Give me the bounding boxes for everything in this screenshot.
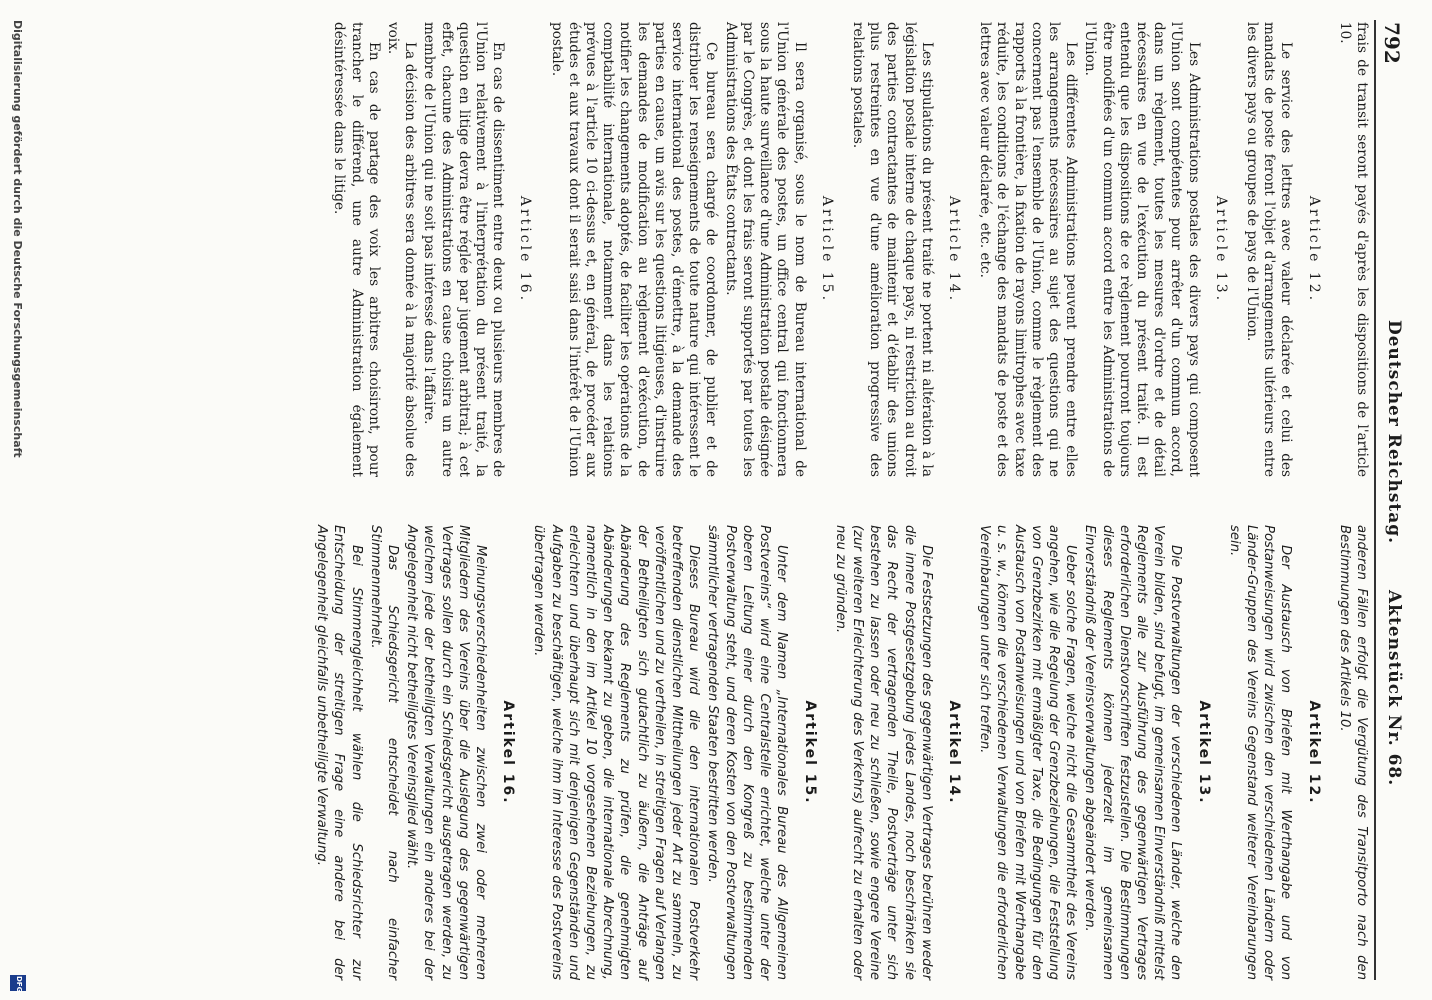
french-article-12-heading: Article 12. (1305, 195, 1322, 304)
german-article-12-heading: Artikel 12. (1305, 700, 1322, 805)
german-article-15-text: Unter dem Namen „Internationales Bureau des Allgemeinen Postvereins“ wird eine Centralstelle errichtet, welche unter der oberen Leitung einer durch den Kongreß zu bestimmenden Postverwaltung steht, und deren Kosten von den Postverwaltungen sämmtlicher vertragenden Staaten bestritten werden. (705, 525, 790, 980)
french-article-13-text: Les Administrations postales des divers pays qui composent l'Union sont compétentes pour arrêter d'un commun accord, dans un règlement, toutes les mesures d'ordre et de détail nécessaires en vue de l'exécution du présent traité. Il est entendu que les dispositions de ce règlement pourront toujours être modifiées d'un commun accord entre les Administrations de l'Union. (1082, 22, 1202, 477)
german-article-13-text: Die Postverwaltungen der verschiedenen Länder, welche den Verein bilden, sind befugt, im gemeinsamen Einverständniß mittelst Reglements alle zur Ausführung des gegenwärtigen Vertrages erforderlichen Dienstvorschriften festzustellen. Die Bestimmungen dieses Reglements können jederzeit im gemeinsamen Einverständniß der Vereinsverwaltungen abgeändert werden. (1082, 525, 1184, 980)
dfg-credit: Digitalisierung gefördert durch die Deutsche Forschungsgemeinschaft (11, 20, 24, 458)
german-article-14-heading: Artikel 14. (945, 700, 962, 805)
french-column (328, 22, 1370, 477)
header-title: Deutscher Reichstag. (1384, 320, 1404, 545)
german-article-16-text-3: Bei Stimmengleichheit wählen die Schiedsrichter zur Entscheidung der streitigen Frage eine andere bei der Angelegenheit gleichfalls unbetheiligte Verwaltung. (314, 525, 364, 980)
french-article-15-text: Il sera organisé, sous le nom de Bureau international de l'Union générale des postes, un office central qui fonctionnera sous la haute surveillance d'une Administration postale désignée par le Congrès, et dont les frais seront supportés par toutes les Administrations des États contractants. (722, 22, 808, 477)
french-article-14-heading: Article 14. (945, 195, 962, 304)
german-column (311, 525, 1370, 980)
french-article-13-heading: Article 13. (1212, 195, 1229, 304)
french-article-16-heading: Article 16. (517, 195, 534, 304)
page-header (1374, 0, 1420, 1000)
french-article-14-text: Les stipulations du présent traité ne portent ni altération à la législation postale interne de chaque pays, ni restriction au droit des parties contractantes de maintenir et d'établir des unions plus restreintes en vue d'une amélioration progressive des relations postales. (849, 22, 935, 477)
french-article-12-text: Le service des lettres avec valeur déclarée et celui des mandats de poste feront l'objet d'arrangements ultérieurs entre les divers pays ou groupes de pays de l'Union. (1243, 22, 1295, 477)
german-article-15-heading: Artikel 15. (801, 700, 818, 805)
german-article-16-text-2: Das Schiedsgericht entscheidet nach einfacher Stimmenmehrheit. (367, 525, 401, 980)
document-number: Aktenstück Nr. 68. (1384, 590, 1404, 787)
french-article-16-text-2: La décision des arbitres sera donnée à la majorité absolue des voix. (385, 22, 419, 477)
german-article-14-text: Die Festsetzungen des gegenwärtigen Vertrages berühren weder die innere Postgesetzgebung jedes Landes, noch beschränken sie das Recht der vertragenden Theile, Postverträge unter sich bestehen zu lassen oder neu zu schließen, sowie engere Vereine (zur weiteren Erleichterung des Verkehrs) aufrecht zu erhalten oder neu zu gründen. (832, 525, 934, 980)
page-number: 792 (1380, 22, 1404, 64)
french-intro: frais de transit seront payés d'après les dispositions de l'article 10. (1336, 22, 1370, 477)
german-intro: anderen Fällen erfolgt die Vergütung des Transitporto nach den Bestimmungen des Artikels 10. (1336, 525, 1369, 980)
dfg-logo-icon (10, 975, 26, 991)
header-rule (1374, 20, 1376, 980)
german-article-13-text-2: Ueber solche Fragen, welche nicht die Gesammtheit des Vereins angehen, wie die Regelung der Grenzbeziehungen, die Feststellung von Grenzbezirken mit ermäßigter Taxe, die Bedingungen für den Austausch von Postanweisungen und von Briefen mit Werthangabe u. s. w., können die verschiedenen Verwaltungen die erforderlichen Vereinbarungen unter sich treffen. (977, 525, 1079, 980)
french-article-13-text-2: Les différentes Administrations peuvent prendre entre elles les arrangements nécessaires au sujet des questions qui ne concernent pas l'ensemble de l'Union, comme le règlement des rapports à la frontière, la fixation de rayons limitrophes avec taxe réduite, les conditions de l'échange des mandats de poste et des lettres avec valeur déclarée, etc. etc. (977, 22, 1080, 477)
french-article-15-text-2: Ce bureau sera chargé de coordonner, de publier et de distribuer les renseignements de toute nature qui intéressent le service international des postes, d'émettre, à la demande des parties en cause, un avis sur les questions litigieuses, d'instruire les demandes de modification au règlement d'exécution, de notifier les changements adoptés, de faciliter les opérations de la comptabilité internationale, notamment dans les relations prévues à l'article 10 ci-dessus et, en général, de procéder aux études et aux travaux dont il serait saisi dans l'intérêt de l'Union postale. (548, 22, 720, 477)
digitization-footer (4, 0, 28, 1000)
german-article-12-text: Der Austausch von Briefen mit Werthangabe und von Postanweisungen wird zwischen den verschiedenen Ländern oder Länder-Gruppen des Vereins Gegenstand weiterer Vereinbarungen sein. (1226, 525, 1294, 980)
german-article-16-text: Meinungsverschiedenheiten zwischen zwei oder mehreren Mitgliedern des Vereins über die Auslegung des gegenwärtigen Vertrages sollen durch ein Schiedsgericht ausgetragen werden, zu welchem jede der betheiligten Verwaltungen ein anderes bei der Angelegenheit nicht betheiligtes Vereinsglied wählt. (404, 525, 489, 980)
french-article-16-text: En cas de dissentiment entre deux ou plusieurs membres de l'Union relativement à l'interprétation du présent traité, la question en litige devra être réglée par jugement arbitral; à cet effet, chacune des Administrations en cause choisira un autre membre de l'Union qui ne soit pas intéressé dans l'affaire. (421, 22, 507, 477)
french-article-15-heading: Article 15. (818, 195, 835, 304)
french-article-16-text-3: En cas de partage des voix les arbitres choisiront, pour trancher le différend, une autre Administration également désintéressée dans le litige. (331, 22, 382, 477)
german-article-15-text-2: Dieses Bureau wird die den internationalen Postverkehr betreffenden dienstlichen Mittheilungen jeder Art zu sammeln, zu veröffentlichen und zu vertheilen, in streitigen Fragen auf Verlangen der Betheiligten sich gutachtlich zu äußern, die Anträge auf Abänderung des Reglements zu prüfen, die genehmigten Abänderungen bekannt zu geben, die internationale Abrechnung, namentlich in den im Artikel 10 vorgesehenen Beziehungen, zu erleichtern und überhaupt sich mit denjenigen Gegenständen und Aufgaben zu beschäftigen, welche ihm im Interesse des Postvereins übertragen werden. (531, 525, 702, 980)
german-article-16-heading: Artikel 16. (500, 700, 517, 805)
german-article-13-heading: Artikel 13. (1195, 700, 1212, 805)
dfg-logo-text: DFG (15, 976, 23, 993)
